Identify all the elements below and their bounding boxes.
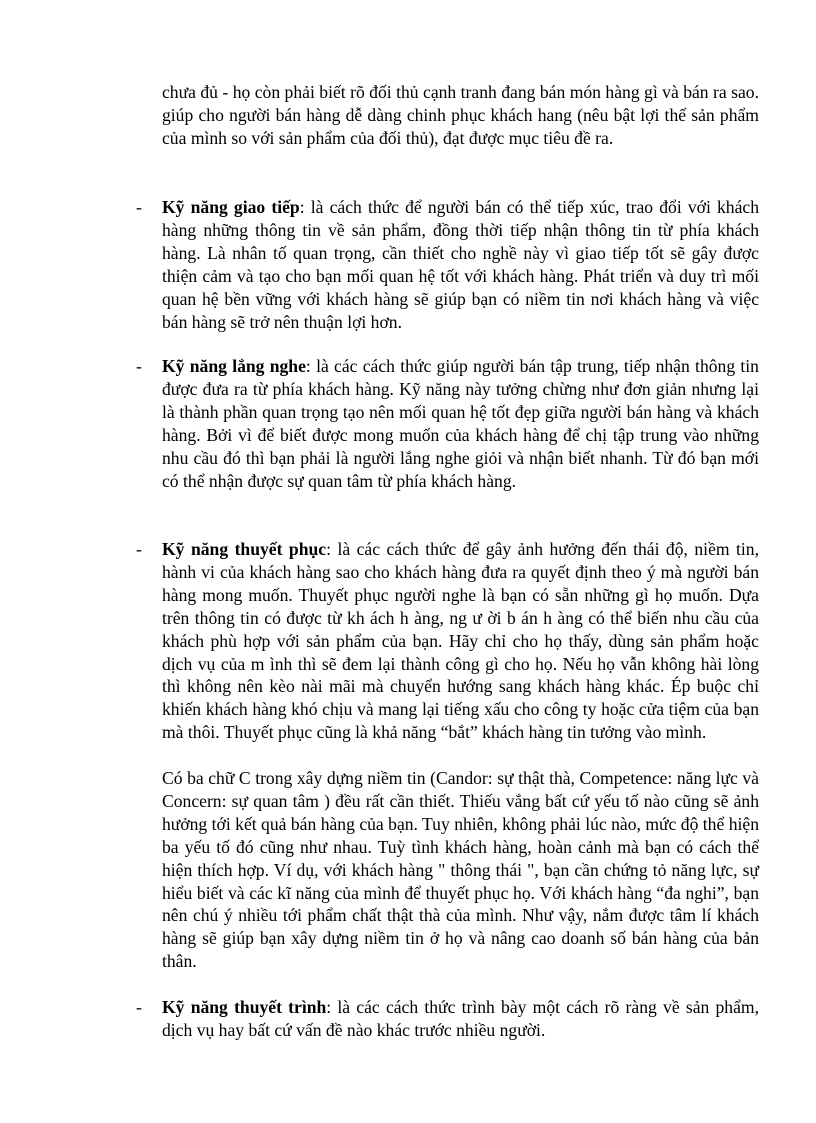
term-heading: Kỹ năng thuyết trình (162, 997, 327, 1017)
term-description: : là các cách thức để gây ảnh hưởng đến thái độ, niềm tin, hành vi của khách hàng sao cho khách hàng đưa ra quyết định theo ý mà người bán hàng mong muốn. Thuyết phục người nghe là bạn có sẵn những gì họ muốn. Dựa trên thông tin có được từ kh ách h àng, ng ư ời b án h àng có thể biến nhu cầu của khách phù hợp với sản phẩm của bạn. Hãy chỉ cho họ thấy, dùng sản phẩm hoặc dịch vụ của m ình thì sẽ đem lại thành công gì cho họ. Nếu họ vẫn không hài lòng thì không nên kèo nài mãi mà chuyển hướng sang khách hàng khác. Ép buộc chỉ khiến khách hàng khó chịu và mang lại tiếng xấu cho công ty hoặc cửa tiệm của bạn mà thôi. Thuyết phục cũng là khả năng “bắt” khách hàng tin tưởng vào mình. (162, 539, 759, 743)
term-heading: Kỹ năng thuyết phục (162, 539, 327, 559)
term-heading: Kỹ năng lắng nghe (162, 356, 306, 376)
list-item-text (162, 196, 759, 333)
bullet-dash: - (136, 997, 142, 1017)
term-description: : là các cách thức giúp người bán tập trung, tiếp nhận thông tin được đưa ra từ phía khách hàng. Kỹ năng này tưởng chừng như đơn giản nhưng lại là thành phần quan trọng tạo nên mối quan hệ tốt đẹp giữa người bán hàng và khách hàng. Bởi vì để biết được mong muốn của khách hàng để chị tập trung vào những nhu cầu đó thì bạn phải là người lắng nghe giỏi và nhận biết nhanh. Từ đó bạn mới có thể nhận được sự quan tâm từ phía khách hàng. (162, 356, 759, 491)
term-description: : là các cách thức trình bày một cách rõ ràng về sản phẩm, dịch vụ hay bất cứ vấn đề nào khác trước nhiều người. (162, 997, 759, 1040)
term-description: : là cách thức để người bán có thể tiếp xúc, trao đổi với khách hàng những thông tin về sản phẩm, đồng thời tiếp nhận thông tin từ phía khách hàng. Là nhân tố quan trọng, cần thiết cho nghề này vì giao tiếp tốt sẽ gây được thiện cảm và tạo cho bạn mối quan hệ tốt với khách hàng. Phát triển và duy trì mối quan hệ bền vững với khách hàng sẽ giúp bạn có niềm tin nơi khách hàng và việc bán hàng sẽ trở nên thuận lợi hơn. (162, 197, 759, 332)
list-item-text (162, 355, 759, 492)
bullet-dash: - (136, 356, 142, 376)
list-item-text (162, 538, 759, 744)
bullet-dash: - (136, 539, 142, 559)
intro-paragraph: chưa đủ - họ còn phải biết rõ đối thủ cạnh tranh đang bán món hàng gì và bán ra sao. giúp cho người bán hàng dễ dàng chinh phục khách hang (nêu bật lợi thế sản phẩm của mình so với sản phẩm của đối thủ), đạt được mục tiêu đề ra. (162, 82, 759, 148)
bullet-dash: - (136, 197, 142, 217)
term-heading: Kỹ năng giao tiếp (162, 197, 300, 217)
thuyet-phuc-continuation: Có ba chữ C trong xây dựng niềm tin (Candor: sự thật thà, Competence: năng lực và Concern: sự quan tâm ) đều rất cần thiết. Thiếu vắng bất cứ yếu tố nào cũng sẽ ảnh hưởng tới kết quả bán hàng của bạn. Tuy nhiên, không phải lúc nào, mức độ thể hiện ba yếu tố đó cũng như nhau. Tuỳ tình khách hàng, hoàn cảnh mà bạn có cách thể hiện thích hợp. Ví dụ, với khách hàng " thông thái ", bạn cần chứng tỏ năng lực, sự hiểu biết và các kĩ năng của mình để thuyết phục họ. Với khách hàng “đa nghi”, bạn nên chú ý nhiều tới phẩm chất thật thà của mình. Như vậy, nắm được tâm lí khách hàng sẽ giúp bạn xây dựng niềm tin ở họ và nâng cao doanh số bán hàng của bản thân. (162, 768, 759, 972)
list-item-text (162, 996, 759, 1042)
